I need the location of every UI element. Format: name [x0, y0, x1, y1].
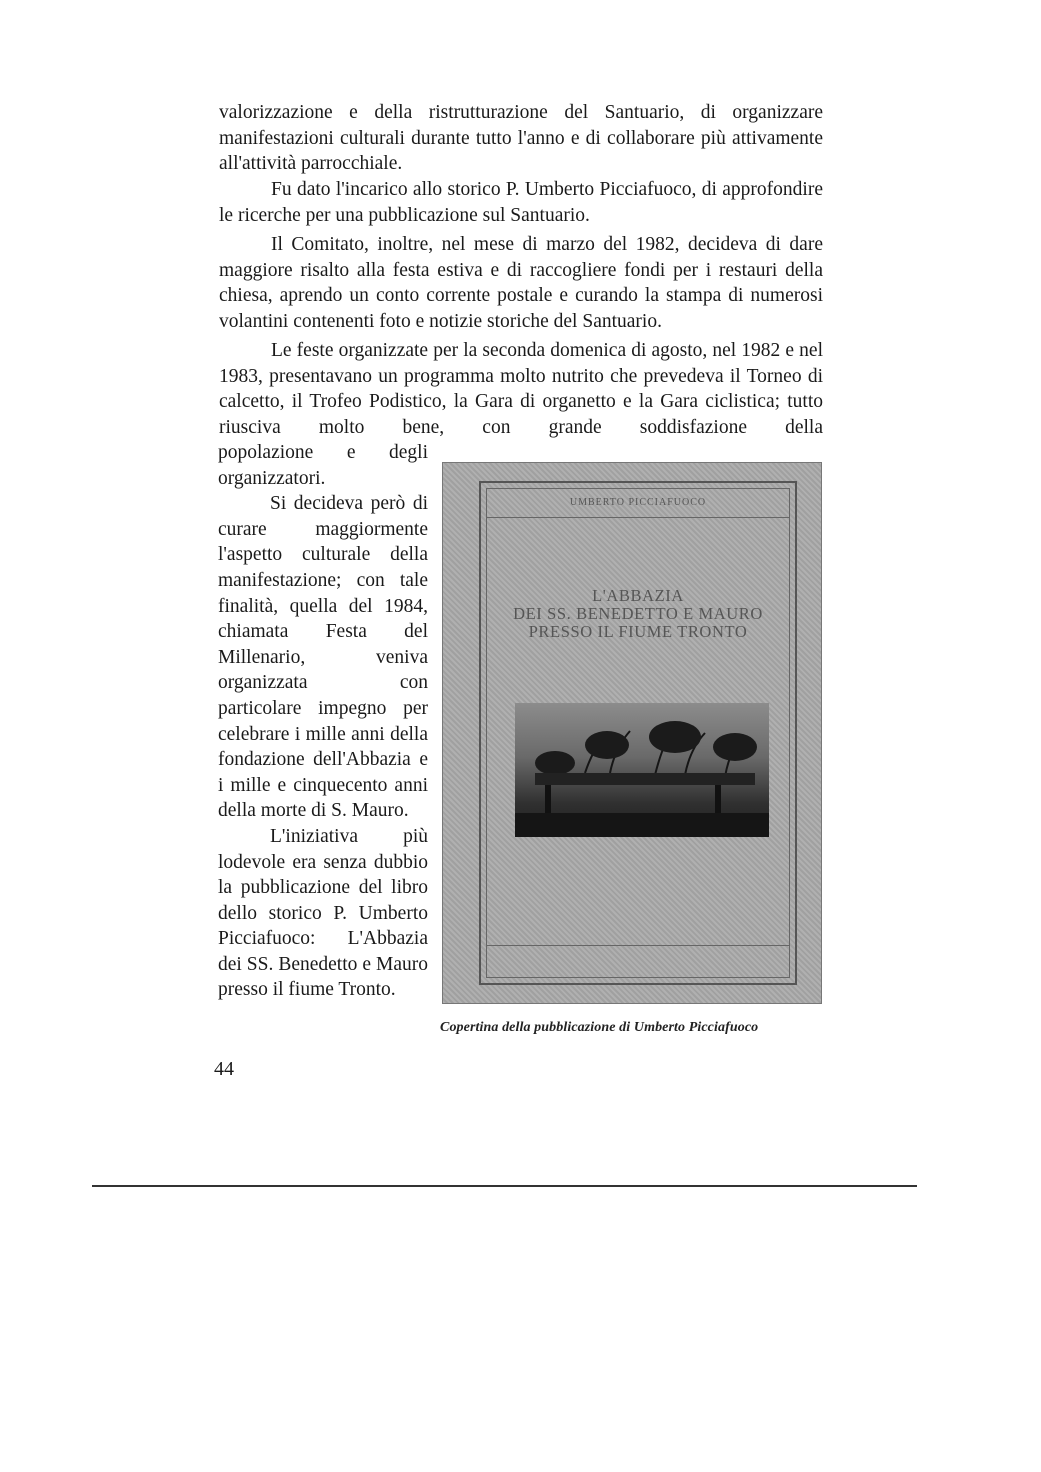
cover-title-line-3: PRESSO IL FIUME TRONTO	[528, 622, 748, 641]
narrow-column	[218, 440, 428, 1003]
cover-inner-frame	[486, 488, 790, 978]
cover-title-line-1: L'ABBAZIA	[592, 586, 684, 605]
cover-divider-bottom	[487, 945, 789, 946]
cover-publisher-text	[507, 950, 769, 960]
cover-photo	[515, 703, 769, 837]
paragraph-4-narrow: popolazione e degli organizzatori.	[218, 442, 428, 489]
cover-author: UMBERTO PICCIAFUOCO	[569, 497, 707, 508]
cover-subtitle-text	[507, 897, 769, 907]
paragraph-2: Fu dato l'incarico allo storico P. Umberto Picciafuoco, di approfondire le ricerche per una pubblicazione sul Santuario.	[219, 179, 823, 226]
paragraph-3: Il Comitato, inoltre, nel mese di marzo del 1982, decideva di dare maggiore risalto alla festa estiva e di raccogliere fondi per i restauri della chiesa, aprendo un conto corrente postale e curando la stampa di numerosi volantini contenenti foto e notizie storiche del Santuario.	[219, 234, 823, 332]
cover-photo-illustration	[515, 703, 769, 837]
page-number: 44	[214, 1058, 234, 1080]
figure-caption: Copertina della pubblicazione di Umberto Picciafuoco	[440, 1020, 759, 1035]
cover-divider-top	[487, 517, 789, 518]
book-cover-figure	[442, 462, 822, 1004]
paragraph-1: valorizzazione e della ristrutturazione del Santuario, di organizzare manifestazioni culturali durante tutto l'anno e di collaborare più attivamente all'attività parrocchiale.	[219, 102, 823, 175]
cover-title-line-2: DEI SS. BENEDETTO E MAURO	[513, 604, 763, 623]
cover-series-text	[649, 537, 779, 547]
cover-title	[487, 587, 789, 641]
cover-frame	[479, 481, 797, 985]
paragraph-6: L'iniziativa più lodevole era senza dubbio la pubblicazione del libro dello storico P. Umberto Picciafuoco: L'Abbazia dei SS. Benedetto e Mauro presso il fiume Tronto.	[218, 825, 428, 1001]
paragraph-5: Si decideva però di curare maggiormente l'aspetto culturale della manifestazione; con tale finalità, quella del 1984, chiamata Festa del Millenario, veniva organizzata con particolare impegno per celebrare i mille anni della fondazione dell'Abbazia e i mille e cinquecento anni della morte di S. Mauro.	[218, 493, 428, 822]
bottom-rule	[92, 1185, 917, 1187]
paragraph-4-full: Le feste organizzate per la seconda domenica di agosto, nel 1982 e nel 1983, presentavano un programma molto nutrito che prevedeva il Torneo di calcetto, il Trofeo Podistico, la Gara di organetto e la Gara ciclistica; tutto riusciva molto bene, con grande soddisfazione della	[219, 340, 823, 438]
